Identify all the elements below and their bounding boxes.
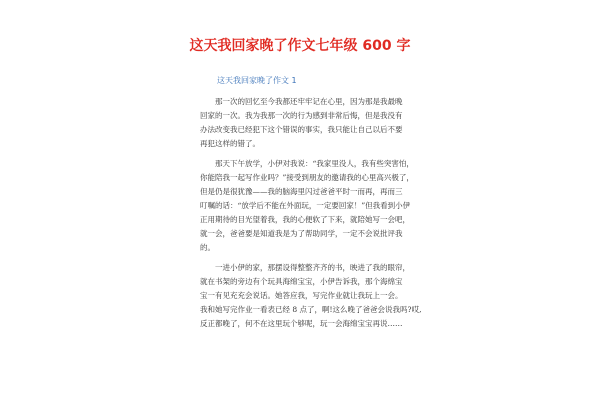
paragraph-2 bbox=[200, 157, 415, 255]
text-line: 一进小伊的家，那摆设得整整齐齐的书，映进了我的眼帘， bbox=[200, 263, 410, 272]
document-title: 这天我回家晚了作文七年级 600 字 bbox=[189, 38, 411, 54]
text-line: 宝一有见充充会说话。她答应我，写完作业就让我玩上一会。 bbox=[200, 291, 403, 300]
text-line: 反正都晚了，何不在这里玩个够呢，玩一会海绵宝宝再说…… bbox=[200, 319, 403, 328]
text-line: 那天下午放学，小伊对我说：“我家里没人，我有些突害怕， bbox=[200, 159, 414, 168]
document-body bbox=[200, 95, 422, 337]
text-line: 那一次的回忆至今我都还牢牢记在心里，因为那是我最晚 bbox=[200, 97, 403, 106]
text-line: 办法改变我已经犯下这个错误的事实，我只能让自己以后不要 bbox=[200, 125, 403, 134]
text-line: 叮嘱的话：“放学后不能在外面玩，一定要回家！”但我看到小伊 bbox=[200, 201, 411, 210]
text-line: 但是仍是很犹豫——我的脑海里闪过爸爸平时一而再，再而三 bbox=[200, 187, 403, 196]
text-line: 我和她写完作业一看表已经 8 点了，啊!这么晚了爸爸会说我吗?哎, bbox=[200, 305, 422, 314]
text-line: 就在书架的旁边有个玩具海绵宝宝，小伊告诉我，那个海绵宝 bbox=[200, 277, 403, 286]
paragraph-1 bbox=[200, 95, 415, 151]
text-line: 回家的一次。我为我那一次的行为感到非常后悔，但是我没有 bbox=[200, 111, 403, 120]
text-line: 正用期待的目光望着我，我的心便软了下来，就陪她写一会吧， bbox=[200, 215, 410, 224]
paragraph-3 bbox=[200, 261, 422, 331]
document-subtitle: 这天我回家晚了作文 1 bbox=[217, 76, 297, 85]
text-line: 就一会，爸爸要是知道我是为了帮助同学，一定不会说批评我 bbox=[200, 229, 403, 238]
text-line: 你能陪我一起写作业吗？”接受到朋友的邀请我的心里高兴极了， bbox=[200, 173, 414, 182]
text-line: 的。 bbox=[200, 243, 215, 252]
text-line: 再犯这样的错了。 bbox=[200, 139, 260, 148]
